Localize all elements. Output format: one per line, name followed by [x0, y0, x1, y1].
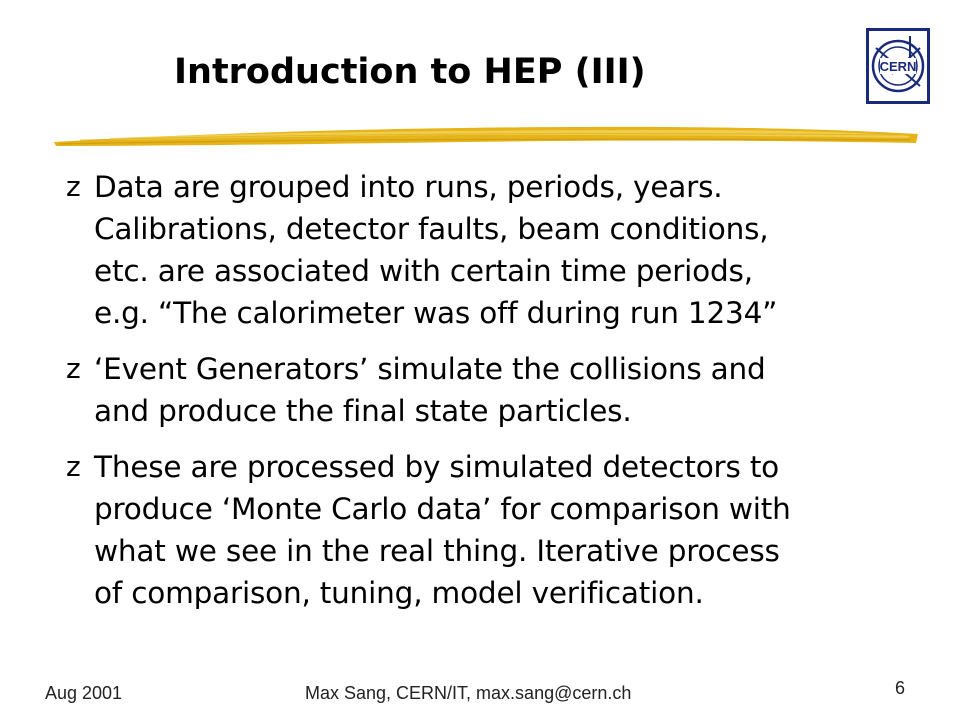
bullet-item [64, 348, 924, 432]
bullet-marker-icon: z [66, 352, 81, 385]
bullet-line: These are processed by simulated detectors to [94, 450, 780, 484]
bullet-line: e.g. “The calorimeter was off during run 1234” [94, 296, 778, 330]
bullet-marker-icon: z [66, 450, 81, 483]
bullet-line: Data are grouped into runs, periods, years. [94, 170, 723, 204]
bullet-line: what we see in the real thing. Iterative process [94, 534, 780, 568]
footer-date: Aug 2001 [45, 683, 123, 703]
page-number: 6 [895, 678, 906, 698]
bullet-marker-icon: z [66, 170, 81, 203]
bullet-line: Calibrations, detector faults, beam conditions, [94, 212, 769, 246]
bullet-line: etc. are associated with certain time periods, [94, 254, 753, 288]
bullet-line: ‘Event Generators’ simulate the collisions and [94, 352, 766, 386]
title-underline-brush [50, 118, 922, 154]
footer-author: Max Sang, CERN/IT, max.sang@cern.ch [305, 683, 632, 703]
bullet-item [64, 166, 924, 334]
cern-logo-icon [866, 28, 930, 104]
bullet-list [64, 166, 924, 628]
bullet-line: of comparison, tuning, model verification. [94, 576, 704, 610]
bullet-item [64, 446, 924, 614]
bullet-line: produce ‘Monte Carlo data’ for comparison with [94, 492, 791, 526]
cern-logo-text: CERN [879, 59, 917, 74]
bullet-line: and produce the final state particles. [94, 394, 632, 428]
slide-title: Introduction to HEP (III) [174, 52, 646, 92]
